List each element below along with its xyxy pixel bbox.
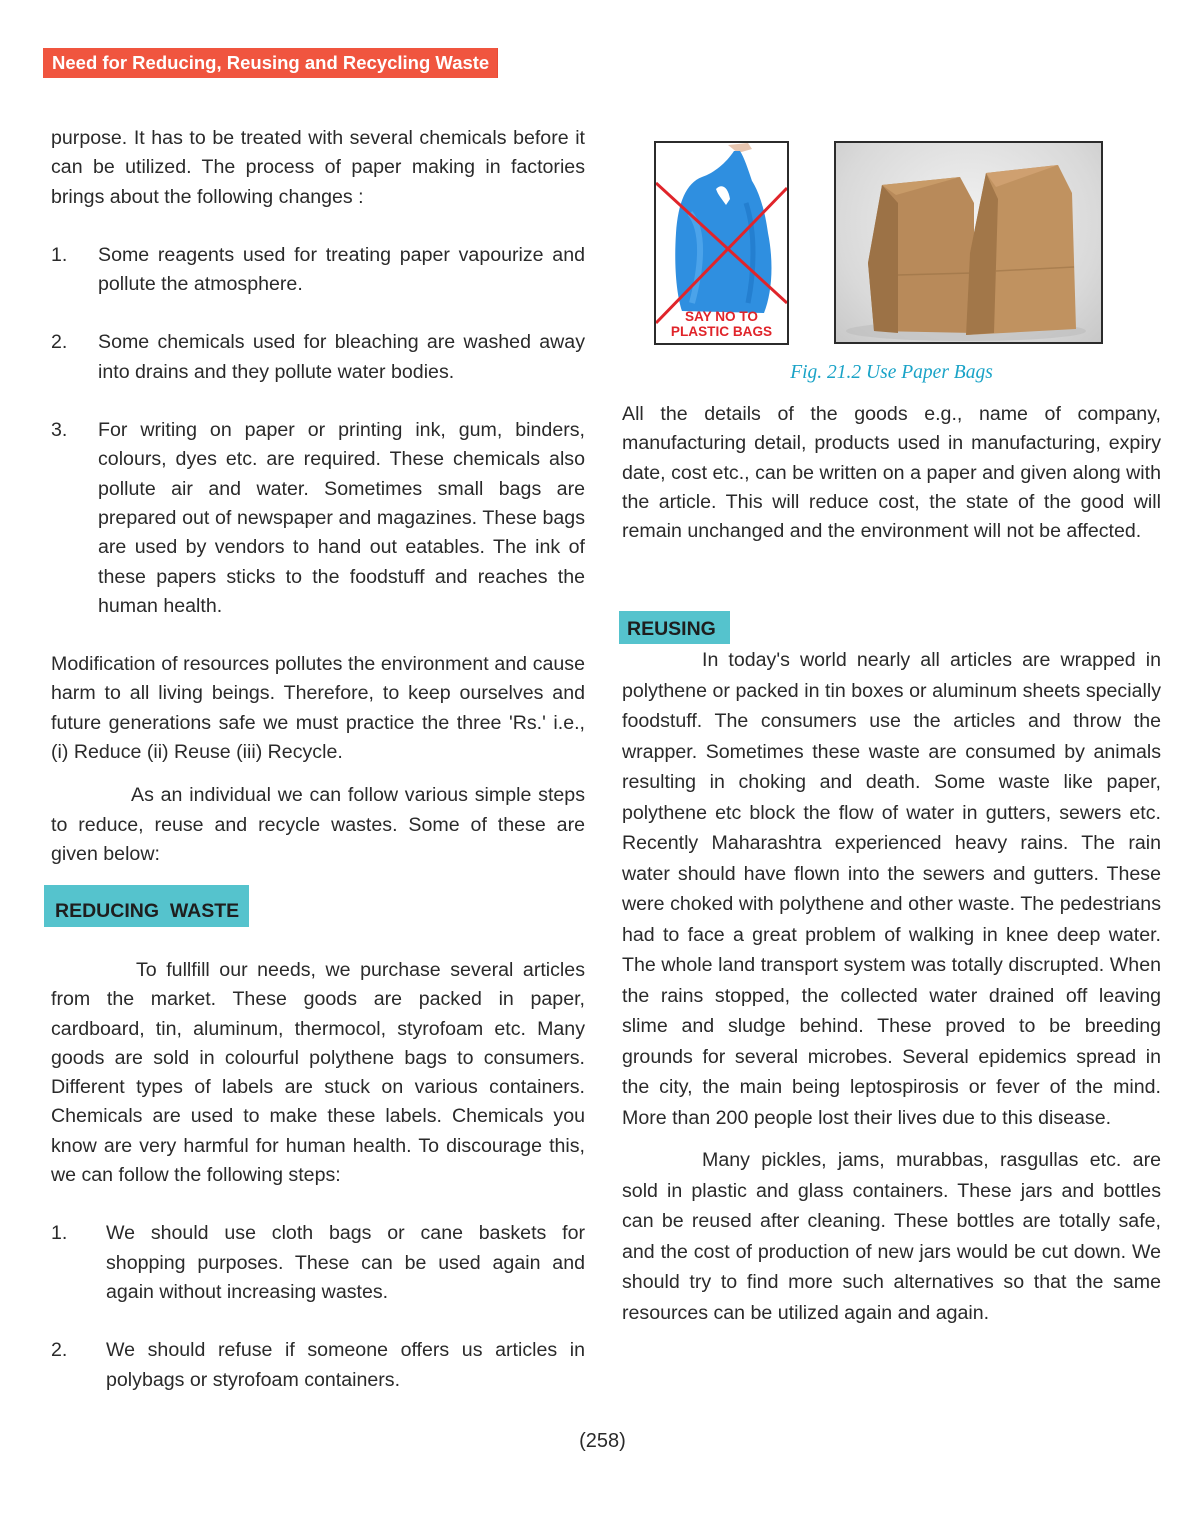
reducing-waste-heading: REDUCING WASTE (44, 885, 249, 927)
list-number: 1. (51, 1222, 68, 1245)
intro-paragraph: purpose. It has to be treated with several chemicals before it can be utilized. The process of paper making in factories brings about the following changes : (51, 127, 585, 208)
right-column (622, 400, 1161, 546)
list-number: 2. (51, 331, 68, 354)
list-number: 3. (51, 419, 68, 442)
paper-bags-image (834, 141, 1103, 344)
list-item (51, 1336, 585, 1395)
individual-paragraph: As an individual we can follow various simple steps to reduce, reuse and recycle wastes. Some of these are given below: (51, 784, 585, 865)
list-item (51, 1219, 585, 1307)
list-text: We should use cloth bags or cane baskets for shopping purposes. These can be used again and again without increasing wastes. (106, 1222, 585, 1303)
list-text: Some reagents used for treating paper vapourize and pollute the atmosphere. (98, 243, 585, 296)
page-number: (258) (579, 1430, 626, 1452)
list-item (51, 416, 585, 621)
list-item (51, 241, 585, 300)
list-number: 1. (51, 243, 68, 266)
figure-caption: Fig. 21.2 Use Paper Bags (790, 362, 993, 383)
chapter-header-tag: Need for Reducing, Reusing and Recycling Waste (43, 48, 498, 78)
say-no-plastic-text (656, 309, 787, 339)
list-number: 2. (51, 1339, 68, 1362)
reusing-heading: REUSING (619, 611, 730, 644)
list-text: For writing on paper or printing ink, gum, binders, colours, dyes etc. are required. These chemicals also pollute air and water. Sometimes small bags are prepared out of newspaper and magazines. These bags are used by vendors to hand out eatables. The ink of these papers sticks to the foodstuff and reaches the human health. (98, 419, 585, 617)
reusing-paragraph: In today's world nearly all articles are wrapped in polythene or packed in tin boxes or aluminum sheets specially foodstuff. The consumers use the articles and throw the wrapper. Sometimes these waste are consumed by animals resulting in choking and death. Some waste like paper, polythene etc block the flow of water in gutters, sewers etc. Recently Maharashtra experienced heavy rains. The rain water should have flown into the sewers and gutters. These were choked with polythene and other waste. The pedestrians had to face a great problem of walking in knee deep water. The whole land transport system was totally discrupted. When the rains stopped, the collected water drained off leaving slime and sludge behind. These proved to be breeding grounds for several microbes. Several epidemics spread in the city, the main being leptospirosis or fever of the mind. More than 200 people lost their lives due to this disease. (622, 649, 1161, 1129)
reducing-section (51, 956, 585, 1395)
list-item (51, 328, 585, 387)
reducing-steps-list (51, 1219, 585, 1394)
say-no-plastic-image (654, 141, 789, 345)
paper-bag-icon (836, 143, 1101, 342)
details-paragraph: All the details of the goods e.g., name of company, manufacturing detail, products used in manufacturing, expiry date, cost etc., can be written on a paper and given along with the article. This will reduce cost, the state of the good will remain unchanged and the environment will not be affected. (622, 403, 1161, 543)
sign-line-2: PLASTIC BAGS (670, 324, 773, 339)
reusing-section (622, 645, 1161, 1328)
left-column (51, 124, 585, 869)
sign-line-1: SAY NO TO (684, 309, 759, 324)
list-text: We should refuse if someone offers us articles in polybags or styrofoam containers. (106, 1339, 585, 1391)
reducing-paragraph: To fullfill our needs, we purchase several articles from the market. These goods are packed in paper, cardboard, tin, aluminum, thermocol, styrofoam etc. Many goods are sold in colourful polythene bags to consumers. Different types of labels are stuck on various containers. Chemicals are used to make these labels. Chemicals you know are very harmful for human health. To discourage this, we can follow the following steps: (51, 959, 585, 1187)
list-text: Some chemicals used for bleaching are washed away into drains and they pollute water bodies. (98, 331, 585, 383)
paper-making-changes-list (51, 241, 585, 621)
modification-paragraph: Modification of resources pollutes the environment and cause harm to all living beings. Therefore, to keep ourselves and future generations safe we must practice the three 'Rs.' i.e., (i) Reduce (ii) Reuse (iii) Recycle. (51, 653, 585, 764)
pickles-paragraph: Many pickles, jams, murabbas, rasgullas etc. are sold in plastic and glass containers. These jars and bottles can be reused after cleaning. These bottles are totally safe, and the cost of production of new jars would be cut down. We should try to find more such alternatives so that the same resources can be utilized again and again. (622, 1149, 1161, 1324)
